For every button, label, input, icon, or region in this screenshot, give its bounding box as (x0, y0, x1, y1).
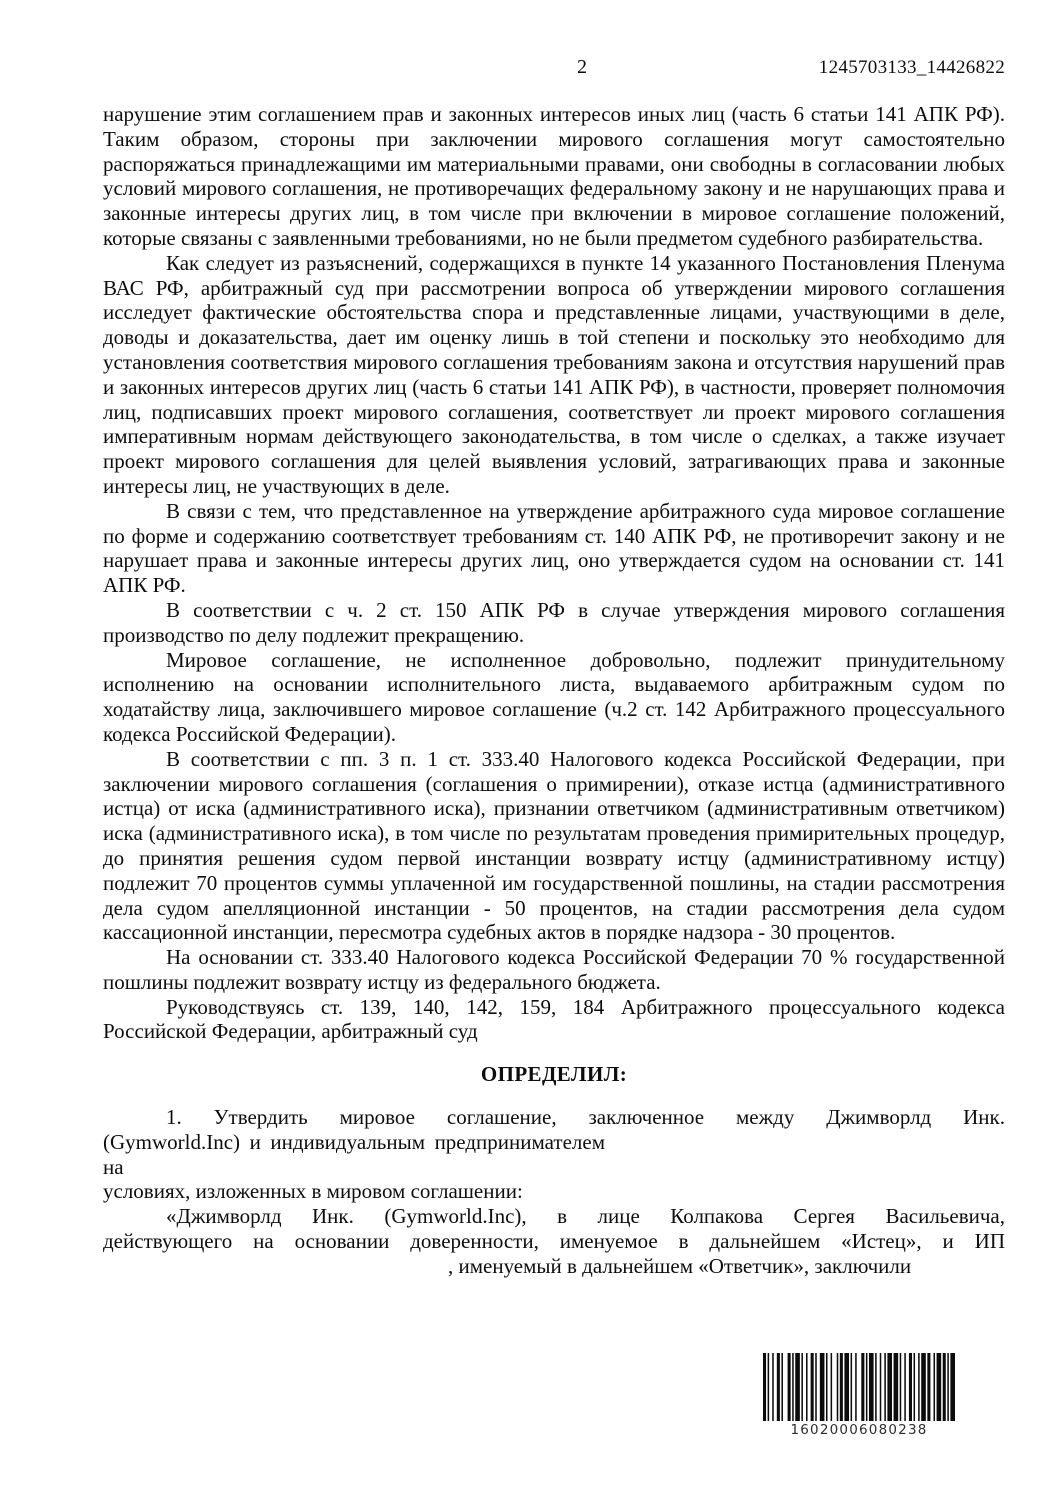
barcode-icon (763, 1353, 955, 1421)
ruling-line (103, 1179, 1005, 1204)
ruling-paragraph-2 (103, 1204, 1005, 1278)
page-header (103, 56, 1005, 82)
ruling-text: 1. Утвердить мировое соглашение, заключенное между Джимворлд Инк. (166, 1105, 1005, 1130)
body-paragraph-2: Как следует из разъяснений, содержащихся в пункте 14 указанного Постановления Пленума ВАС РФ, арбитражный суд при рассмотрении вопроса об утверждении мирового соглашения исследует фактические обстоятельства спора и представленные лицами, участвующими в деле, доводы и доказательства, дает им оценку лишь в той степени и поскольку это необходимо для установления соответствия мирового соглашения требованиям закона и отсутствия нарушений прав и законных интересов других лиц (часть 6 статьи 141 АПК РФ), в частности, проверяет полномочия лиц, подписавших проект мирового соглашения, соответствует ли проект мирового соглашения императивным нормам действующего законодательства, в том числе о сделках, а также изучает проект мирового соглашения для целей выявления условий, затрагивающих права и законные интересы лиц, не участвующих в деле. (103, 250, 1005, 498)
body-paragraph-1: нарушение этим соглашением прав и законных интересов иных лиц (часть 6 статьи 141 АПК РФ). Таким образом, стороны при заключении мирового соглашения могут самостоятельно распоряжаться принадлежащими им материальными правами, они свободны в согласовании любых условий мирового соглашения, не противоречащих федеральному закону и не нарушающих права и законные интересы других лиц, в том числе при включении в мировое соглашение положений, которые связаны с заявленными требованиями, но не были предметом судебного разбирательства. (103, 102, 1005, 250)
ruling-line (103, 1105, 1005, 1130)
redacted-text-gap (103, 1271, 448, 1273)
body-paragraph-6: В соответствии с пп. 3 п. 1 ст. 333.40 Налогового кодекса Российской Федерации, при заключении мирового соглашения (соглашения о примирении), отказе истца (административного истца) от иска (административного иска), признании ответчиком (административным ответчиком) иска (административного иска), в том числе по результатам проведения примирительных процедур, до принятия решения судом первой инстанции возврату истцу (административному истцу) подлежит 70 процентов суммы уплаченной им государственной пошлины, на стадии рассмотрения дела судом апелляционной инстанции - 50 процентов, на стадии рассмотрения дела судом кассационной инстанции, пересмотра судебных актов в порядке надзора - 30 процентов. (103, 746, 1005, 945)
ruling-line (103, 1130, 1005, 1180)
body-paragraph-8: Руководствуясь ст. 139, 140, 142, 159, 184 Арбитражного процессуального кодекса Российской Федерации, арбитражный суд (103, 994, 1005, 1044)
ruling-paragraph-1 (103, 1105, 1005, 1204)
redacted-text-gap (605, 1147, 1005, 1149)
ruling-line (103, 1204, 1005, 1229)
document-id: 1245703133_14426822 (818, 57, 1005, 78)
barcode-number: 16020006080238 (790, 1422, 928, 1438)
body-paragraph-5: Мировое соглашение, не исполненное добровольно, подлежит принудительному исполнению на основании исполнительного листа, выдаваемого арбитражным судом по ходатайству лица, заключившего мировое соглашение (ч.2 ст. 142 Арбитражного процессуального кодекса Российской Федерации). (103, 647, 1005, 746)
body-paragraph-3: В связи с тем, что представленное на утверждение арбитражного суда мировое соглашение по форме и содержанию соответствует требованиям ст. 140 АПК РФ, не противоречит закону и не нарушает права и законные интересы других лиц, оно утверждается судом на основании ст. 141 АПК РФ. (103, 498, 1005, 598)
ruling-heading: ОПРЕДЕЛИЛ: (480, 1062, 628, 1087)
barcode-block (763, 1353, 955, 1438)
ruling-line (103, 1254, 1005, 1279)
ruling-text: на (103, 1154, 124, 1179)
page-number: 2 (577, 56, 587, 78)
body-paragraph-7: На основании ст. 333.40 Налогового кодекса Российской Федерации 70 % государственной пошлины подлежит возврату истцу из федерального бюджета. (103, 945, 1005, 994)
ruling-text: (Gymworld.Inc) и индивидуальным предпринимателем (103, 1129, 605, 1154)
ruling-text: , именуемый в дальнейшем «Ответчик», заключили (448, 1253, 912, 1278)
body-paragraph-4: В соответствии с ч. 2 ст. 150 АПК РФ в случае утверждения мирового соглашения производство по делу подлежит прекращению. (103, 597, 1005, 647)
document-body (103, 102, 1005, 1279)
ruling-text: «Джимворлд Инк. (Gymworld.Inc), в лице Колпакова Сергея Васильевича, (166, 1204, 1005, 1229)
ruling-text: условиях, изложенных в мировом соглашении: (103, 1179, 523, 1204)
ruling-line (103, 1229, 1005, 1254)
ruling-text: действующего на основании доверенности, именуемое в дальнейшем «Истец», и ИП (103, 1229, 1005, 1254)
